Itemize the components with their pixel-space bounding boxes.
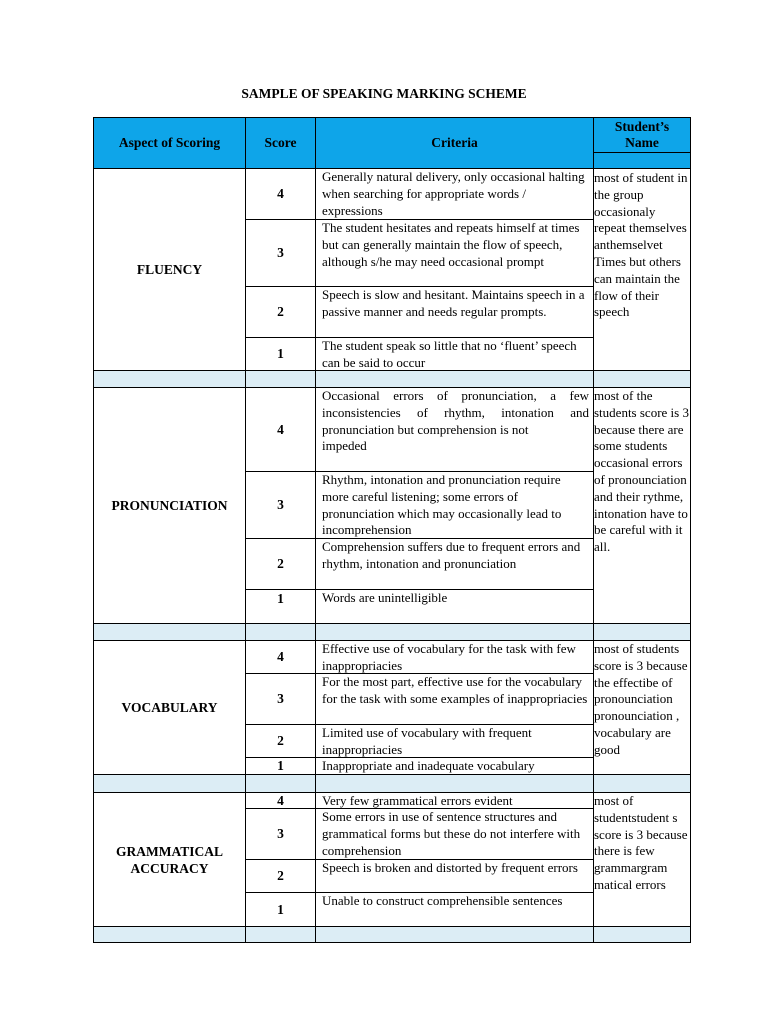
score-value: 3 [277,691,284,706]
criteria-text: The student hesitates and repeats himself at times but can generally maintain the flow of speech, although s/he may need occasional prompt [322,220,580,269]
header-student-line1: Student’s [614,119,670,134]
criteria-cell [315,859,594,893]
criteria-cell [315,168,594,220]
separator-band [93,774,246,793]
student-note-fluency: most of student in the group occasionaly repeat themselves anthemselvet Times but others can maintain the flow of their speech [594,170,688,320]
score-value: 4 [277,186,284,201]
score-cell [245,892,316,927]
score-cell [245,589,316,624]
criteria-cell [315,471,594,539]
criteria-text: Comprehension suffers due to frequent errors and rhythm, intonation and pronunciation [322,539,581,571]
score-cell [245,219,316,287]
separator-band [593,370,691,388]
separator-band [245,926,316,943]
criteria-cell [315,808,594,860]
header-student-subcell [593,152,691,169]
score-cell [245,792,316,809]
separator-band [93,623,246,641]
aspect-fluency-label: FLUENCY [136,262,203,277]
criteria-cell [315,337,594,371]
separator-band [245,370,316,388]
criteria-text: Inappropriate and inadequate vocabulary [322,758,535,773]
separator-band [93,926,246,943]
score-value: 2 [277,556,284,571]
aspect-fluency [93,168,246,371]
criteria-text: Occasional errors of pronunciation, a few inconsistencies of rhythm, intonation and pronunciation but comprehension is not [322,388,589,437]
score-value: 1 [277,901,284,917]
separator-band [593,926,691,943]
separator-band [593,623,691,641]
header-aspect [93,117,246,169]
header-criteria [315,117,594,169]
score-value: 3 [277,245,284,260]
criteria-text: Rhythm, intonation and pronunciation require more careful listening; some errors of pronunciation which may occasionally lead to incomprehension [322,472,562,538]
criteria-cell [315,640,594,674]
page-title: SAMPLE OF SPEAKING MARKING SCHEME [241,86,527,101]
header-score [245,117,316,169]
criteria-cell [315,792,594,809]
score-cell [245,168,316,220]
aspect-grammatical-label: GRAMMATICAL [116,843,223,859]
criteria-text: Some errors in use of sentence structures and grammatical forms but these do not interfere with comprehension [322,809,581,858]
criteria-cell [315,286,594,338]
score-cell [245,640,316,674]
criteria-text-continued: impeded [322,438,367,454]
criteria-text: The student speak so little that no ‘fluent’ speech can be said to occur [322,338,577,370]
criteria-cell [315,757,594,775]
student-note-vocabulary: most of students score is 3 because the effectibe of pronounciation pronounciation , vocabulary are good [594,641,688,757]
criteria-text: Speech is broken and distorted by frequent errors [322,860,578,875]
score-value: 2 [277,304,284,319]
criteria-text: Effective use of vocabulary for the task with few inappropriacies [322,641,576,673]
criteria-cell [315,589,594,624]
criteria-cell [315,219,594,287]
score-cell [245,757,316,775]
score-cell [245,387,316,472]
score-cell [245,724,316,758]
header-score-label: Score [264,135,297,150]
criteria-text: Limited use of vocabulary with frequent inappropriacies [322,725,532,757]
score-value: 2 [277,868,284,883]
separator-band [315,774,594,793]
criteria-text: Words are unintelligible [322,590,448,605]
criteria-text: Speech is slow and hesitant. Maintains speech in a passive manner and needs regular prompts. [322,287,585,319]
student-column-border [690,168,691,943]
aspect-pronunciation [93,387,246,624]
header-aspect-label: Aspect of Scoring [118,135,221,150]
score-cell [245,286,316,338]
score-cell [245,673,316,725]
score-value: 1 [277,346,284,361]
separator-band [315,623,594,641]
aspect-vocabulary [93,640,246,775]
separator-band [93,370,246,388]
score-value: 1 [277,591,284,606]
criteria-text: For the most part, effective use for the vocabulary for the task with some examples of inappropriacies [322,674,588,706]
score-cell [245,808,316,860]
criteria-cell [315,387,594,472]
aspect-grammatical-accuracy [93,792,246,927]
separator-band [245,623,316,641]
criteria-cell [315,673,594,725]
score-cell [245,538,316,590]
criteria-text: Unable to construct comprehensible sentences [322,893,563,908]
header-student-name [593,117,691,153]
score-value: 3 [277,497,284,512]
separator-band [245,774,316,793]
header-criteria-label: Criteria [431,135,478,150]
score-value: 4 [277,792,284,808]
score-cell [245,337,316,371]
header-student-line2: Name [625,135,659,150]
criteria-cell [315,724,594,758]
score-value: 4 [277,421,284,437]
separator-band [315,926,594,943]
score-cell [245,859,316,893]
criteria-cell [315,538,594,590]
aspect-accuracy-label: ACCURACY [130,860,209,876]
student-note-pronunciation: most of the students score is 3 because there are some students occasional errors of pronounciation and their rythme, intonation have to be careful with it all. [594,388,689,555]
aspect-vocabulary-label: VOCABULARY [121,700,218,715]
score-value: 3 [277,826,284,841]
score-value: 2 [277,733,284,748]
separator-band [593,774,691,793]
score-value: 4 [277,649,284,664]
criteria-text: Very few grammatical errors evident [322,793,513,808]
aspect-pronunciation-label: PRONUNCIATION [111,498,228,513]
criteria-cell [315,892,594,927]
score-value: 1 [277,758,284,773]
separator-band [315,370,594,388]
student-note-grammar: most of studentstudent s score is 3 because there is few grammargram matical errors [594,793,688,892]
criteria-text: Generally natural delivery, only occasional halting when searching for appropriate words / expressions [322,169,585,218]
score-cell [245,471,316,539]
